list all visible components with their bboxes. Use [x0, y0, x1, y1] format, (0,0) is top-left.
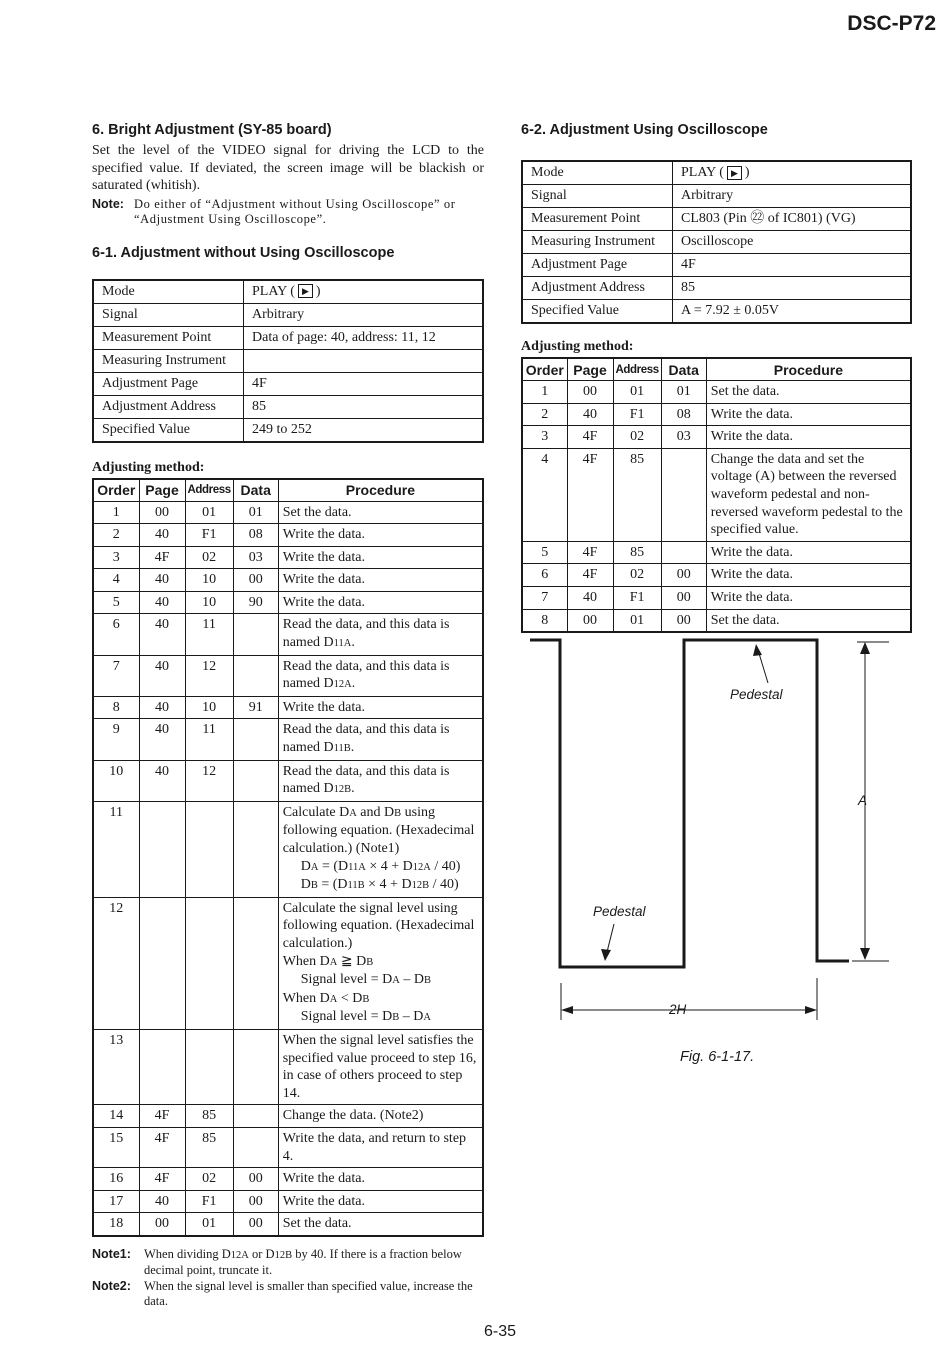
spec-value: Oscilloscope: [673, 231, 912, 254]
procedure-cell: Set the data.: [706, 609, 911, 632]
procedure-6-1-row: [93, 569, 483, 592]
address-cell: F1: [613, 586, 661, 609]
procedure-6-1-row: [93, 524, 483, 547]
spec-6-1-row: [93, 303, 483, 326]
spec-value: PLAY ( ▶ ): [244, 280, 484, 304]
spec-value: PLAY ( ▶ ): [673, 161, 912, 185]
order-cell: 5: [522, 541, 567, 564]
spec-6-2-row: [522, 254, 911, 277]
procedure-6-1-row: [93, 655, 483, 696]
procedure-6-1-row: [93, 719, 483, 760]
spec-value: 85: [673, 277, 912, 300]
procedure-cell: Set the data.: [278, 501, 483, 524]
spec-label: Adjustment Address: [93, 395, 244, 418]
right-column: [521, 122, 912, 633]
address-cell: 10: [185, 696, 233, 719]
order-cell: 7: [93, 655, 139, 696]
procedure-6-2-row: [522, 541, 911, 564]
order-cell: 9: [93, 719, 139, 760]
spec-label: Measuring Instrument: [522, 231, 673, 254]
address-cell: [185, 1029, 233, 1104]
data-cell: [661, 448, 706, 541]
procedure-cell: Write the data.: [278, 569, 483, 592]
data-cell: 91: [233, 696, 278, 719]
spec-label: Signal: [522, 185, 673, 208]
page-cell: 00: [567, 381, 613, 404]
procedure-6-1-row: [93, 897, 483, 1029]
procedure-6-1-row: [93, 546, 483, 569]
waveform-diagram: [527, 628, 897, 1028]
footnote-label: Note2:: [92, 1278, 131, 1293]
page-cell: 4F: [139, 1168, 185, 1191]
a-label: A: [858, 793, 868, 808]
data-cell: 03: [233, 546, 278, 569]
data-cell: 00: [661, 564, 706, 587]
procedure-6-1-row: [93, 1213, 483, 1236]
a-arrow-down: [860, 948, 870, 960]
order-cell: 1: [522, 381, 567, 404]
spec-label: Specified Value: [522, 300, 673, 324]
procedure-cell: Calculate the signal level using following equation. (Hexadecimal calculation.) When DA ≧ DB Signal level = DA – DB When DA < DB Signal level = DB – DA: [278, 897, 483, 1029]
page-cell: 40: [139, 719, 185, 760]
page-cell: 4F: [567, 448, 613, 541]
footnote-label: Note1:: [92, 1246, 131, 1261]
address-cell: 02: [613, 564, 661, 587]
spec-label: Measurement Point: [522, 208, 673, 231]
2h-label: 2H: [669, 1002, 687, 1017]
data-cell: [233, 801, 278, 897]
column-header: Address: [613, 358, 661, 381]
spec-value: 249 to 252: [244, 418, 484, 442]
spec-label: Specified Value: [93, 418, 244, 442]
column-header: Order: [522, 358, 567, 381]
page-cell: 40: [139, 655, 185, 696]
note-label: Note:: [92, 196, 124, 211]
spec-value: A = 7.92 ± 0.05V: [673, 300, 912, 324]
page-cell: [139, 897, 185, 1029]
page-cell: 40: [567, 403, 613, 426]
spec-label: Mode: [522, 161, 673, 185]
spec-value: Arbitrary: [244, 303, 484, 326]
address-cell: 02: [185, 546, 233, 569]
order-cell: 11: [93, 801, 139, 897]
order-cell: 2: [93, 524, 139, 547]
procedure-cell: Read the data, and this data is named D12B.: [278, 760, 483, 801]
order-cell: 7: [522, 586, 567, 609]
address-cell: 11: [185, 614, 233, 655]
order-cell: 3: [522, 426, 567, 449]
address-cell: [185, 897, 233, 1029]
data-cell: 00: [233, 1190, 278, 1213]
data-cell: 00: [233, 1168, 278, 1191]
section-6-note: [92, 197, 484, 227]
address-cell: 12: [185, 760, 233, 801]
data-cell: [233, 719, 278, 760]
order-cell: 14: [93, 1105, 139, 1128]
adjusting-method-label-6-1: Adjusting method:: [92, 459, 205, 475]
procedure-cell: Write the data.: [706, 403, 911, 426]
address-cell: [185, 801, 233, 897]
column-header: Order: [93, 479, 139, 502]
column-header: Page: [567, 358, 613, 381]
adjusting-method-label-6-2: Adjusting method:: [521, 339, 634, 354]
procedure-cell: When the signal level satisfies the specified value proceed to step 16, in case of others proceed to step 14.: [278, 1029, 483, 1104]
procedure-6-1-row: [93, 801, 483, 897]
order-cell: 2: [522, 403, 567, 426]
address-cell: 02: [185, 1168, 233, 1191]
procedure-cell: Calculate DA and DB using following equation. (Hexadecimal calculation.) (Note1) DA = (D11A × 4 + D12A / 40) DB = (D11B × 4 + D12B / 40): [278, 801, 483, 897]
data-cell: 08: [661, 403, 706, 426]
spec-value: 4F: [673, 254, 912, 277]
spec-label: Adjustment Page: [522, 254, 673, 277]
procedure-6-1-row: [93, 1105, 483, 1128]
procedure-cell: Read the data, and this data is named D11A.: [278, 614, 483, 655]
page-cell: 40: [139, 696, 185, 719]
procedure-6-1-row: [93, 591, 483, 614]
order-cell: 5: [93, 591, 139, 614]
procedure-6-1-row: [93, 1190, 483, 1213]
page-cell: [139, 1029, 185, 1104]
waveform-figure: [527, 628, 897, 1033]
page-cell: 40: [139, 1190, 185, 1213]
spec-value: Data of page: 40, address: 11, 12: [244, 326, 484, 349]
procedure-cell: Write the data.: [278, 696, 483, 719]
spec-6-1-row: [93, 372, 483, 395]
order-cell: 6: [93, 614, 139, 655]
procedure-cell: Write the data.: [278, 1168, 483, 1191]
spec-6-2-row: [522, 185, 911, 208]
page-cell: 40: [139, 569, 185, 592]
data-cell: 01: [661, 381, 706, 404]
procedure-cell: Write the data.: [706, 564, 911, 587]
procedure-6-2-row: [522, 381, 911, 404]
page-cell: 00: [139, 1213, 185, 1236]
procedure-cell: Write the data.: [706, 541, 911, 564]
spec-label: Measurement Point: [93, 326, 244, 349]
pedestal-bottom-arrow: [601, 949, 611, 961]
spec-6-1-row: [93, 349, 483, 372]
order-cell: 13: [93, 1029, 139, 1104]
spec-table-6-2: [521, 160, 912, 324]
procedure-cell: Write the data, and return to step 4.: [278, 1127, 483, 1167]
order-cell: 18: [93, 1213, 139, 1236]
procedure-cell: Write the data.: [278, 546, 483, 569]
data-cell: 08: [233, 524, 278, 547]
procedure-cell: Read the data, and this data is named D12A.: [278, 655, 483, 696]
order-cell: 15: [93, 1127, 139, 1167]
order-cell: 8: [522, 609, 567, 632]
address-cell: 85: [613, 541, 661, 564]
order-cell: 17: [93, 1190, 139, 1213]
order-cell: 16: [93, 1168, 139, 1191]
address-cell: F1: [613, 403, 661, 426]
column-header: Procedure: [278, 479, 483, 502]
waveform-line: [530, 640, 849, 967]
page-cell: 4F: [139, 546, 185, 569]
page-cell: 40: [567, 586, 613, 609]
procedure-cell: Write the data.: [706, 426, 911, 449]
data-cell: [233, 897, 278, 1029]
procedure-cell: Change the data. (Note2): [278, 1105, 483, 1128]
procedure-table-6-1: [92, 478, 484, 1237]
page-number: 6-35: [483, 1323, 517, 1340]
2h-arrow-right: [805, 1006, 817, 1014]
address-cell: 85: [613, 448, 661, 541]
column-header: Procedure: [706, 358, 911, 381]
procedure-cell: Set the data.: [706, 381, 911, 404]
data-cell: [233, 1029, 278, 1104]
spec-6-2-row: [522, 300, 911, 324]
address-cell: 02: [613, 426, 661, 449]
procedure-6-2-row: [522, 564, 911, 587]
section-6-1-title: 6-1. Adjustment without Using Oscilloscope: [92, 244, 395, 261]
address-cell: 01: [185, 501, 233, 524]
procedure-6-1-header-row: [93, 479, 483, 502]
procedure-6-1-row: [93, 1127, 483, 1167]
spec-value: Arbitrary: [673, 185, 912, 208]
data-cell: 03: [661, 426, 706, 449]
data-cell: [233, 614, 278, 655]
procedure-6-2-row: [522, 586, 911, 609]
data-cell: 00: [233, 1213, 278, 1236]
play-icon: ▶: [727, 166, 742, 180]
page-cell: 4F: [567, 564, 613, 587]
procedure-6-1-row: [93, 614, 483, 655]
data-cell: [233, 1127, 278, 1167]
spec-6-2-row: [522, 277, 911, 300]
page-cell: 4F: [139, 1127, 185, 1167]
spec-label: Adjustment Address: [522, 277, 673, 300]
spec-table-6-1: [92, 279, 484, 443]
procedure-cell: Write the data.: [278, 524, 483, 547]
data-cell: 00: [233, 569, 278, 592]
left-column: [92, 122, 484, 1310]
spec-label: Signal: [93, 303, 244, 326]
footnote: [92, 1279, 484, 1309]
page-cell: 40: [139, 524, 185, 547]
pedestal-top-label: Pedestal: [730, 687, 783, 702]
spec-label: Measuring Instrument: [93, 349, 244, 372]
data-cell: [233, 655, 278, 696]
procedure-table-6-2: [521, 357, 912, 633]
spec-6-2-row: [522, 231, 911, 254]
order-cell: 10: [93, 760, 139, 801]
footnote-text: When dividing D12A or D12B by 40. If there is a fraction below decimal point, truncate it.: [144, 1246, 462, 1277]
spec-6-2-row: [522, 208, 911, 231]
address-cell: 12: [185, 655, 233, 696]
data-cell: 00: [661, 609, 706, 632]
spec-value: 4F: [244, 372, 484, 395]
column-header: Data: [661, 358, 706, 381]
procedure-6-1-row: [93, 501, 483, 524]
address-cell: 11: [185, 719, 233, 760]
address-cell: 85: [185, 1127, 233, 1167]
order-cell: 4: [93, 569, 139, 592]
procedure-6-2-row: [522, 403, 911, 426]
spec-6-1-row: [93, 418, 483, 442]
data-cell: 01: [233, 501, 278, 524]
address-cell: 10: [185, 591, 233, 614]
data-cell: [661, 541, 706, 564]
pedestal-top-arrow: [753, 644, 762, 656]
spec-value: [244, 349, 484, 372]
pedestal-bottom-label: Pedestal: [593, 904, 646, 919]
order-cell: 6: [522, 564, 567, 587]
procedure-cell: Write the data.: [278, 1190, 483, 1213]
procedure-6-1-row: [93, 696, 483, 719]
data-cell: 90: [233, 591, 278, 614]
address-cell: 10: [185, 569, 233, 592]
page-cell: 00: [567, 609, 613, 632]
page-cell: 40: [139, 760, 185, 801]
column-header: Data: [233, 479, 278, 502]
spec-label: Adjustment Page: [93, 372, 244, 395]
spec-value: 85: [244, 395, 484, 418]
procedure-cell: Write the data.: [278, 591, 483, 614]
order-cell: 8: [93, 696, 139, 719]
address-cell: F1: [185, 524, 233, 547]
page-cell: 4F: [567, 541, 613, 564]
data-cell: [233, 1105, 278, 1128]
note-text: Do either of “Adjustment without Using Oscilloscope” or “Adjustment Using Oscilloscope”.: [134, 196, 456, 226]
address-cell: 01: [613, 381, 661, 404]
spec-6-1-row: [93, 326, 483, 349]
section-6-body: Set the level of the VIDEO signal for driving the LCD to the specified value. If deviated, the screen image will be blackish or saturated (whitish).: [92, 143, 484, 193]
footnote-text: When the signal level is smaller than specified value, increase the data.: [144, 1278, 473, 1308]
spec-6-1-row: [93, 395, 483, 418]
page-cell: 4F: [139, 1105, 185, 1128]
order-cell: 4: [522, 448, 567, 541]
address-cell: F1: [185, 1190, 233, 1213]
play-icon: ▶: [298, 284, 313, 298]
address-cell: 85: [185, 1105, 233, 1128]
procedure-6-2-header-row: [522, 358, 911, 381]
page-cell: 00: [139, 501, 185, 524]
address-cell: 01: [185, 1213, 233, 1236]
spec-6-2-row: [522, 161, 911, 185]
data-cell: 00: [661, 586, 706, 609]
page-cell: 40: [139, 614, 185, 655]
order-cell: 3: [93, 546, 139, 569]
address-cell: 01: [613, 609, 661, 632]
data-cell: [233, 760, 278, 801]
section-6-2-title: 6-2. Adjustment Using Oscilloscope: [521, 122, 768, 138]
spec-label: Mode: [93, 280, 244, 304]
procedure-6-1-row: [93, 760, 483, 801]
procedure-6-2-row: [522, 426, 911, 449]
procedure-6-1-row: [93, 1168, 483, 1191]
section-6-title: 6. Bright Adjustment (SY-85 board): [92, 122, 332, 138]
2h-arrow-left: [561, 1006, 573, 1014]
spec-value: CL803 (Pin ㉒ of IC801) (VG): [673, 208, 912, 231]
procedure-6-2-row: [522, 448, 911, 541]
order-cell: 12: [93, 897, 139, 1029]
figure-caption: Fig. 6-1-17.: [680, 1049, 755, 1065]
procedure-cell: Read the data, and this data is named D11B.: [278, 719, 483, 760]
procedure-cell: Write the data.: [706, 586, 911, 609]
spec-6-1-row: [93, 280, 483, 304]
procedure-cell: Change the data and set the voltage (A) between the reversed waveform pedestal and non-reversed waveform pedestal to the specified value.: [706, 448, 911, 541]
page-cell: [139, 801, 185, 897]
procedure-cell: Set the data.: [278, 1213, 483, 1236]
model-header: DSC-P72: [847, 12, 936, 35]
column-header: Page: [139, 479, 185, 502]
procedure-6-1-row: [93, 1029, 483, 1104]
order-cell: 1: [93, 501, 139, 524]
page-cell: 4F: [567, 426, 613, 449]
page-cell: 40: [139, 591, 185, 614]
a-arrow-up: [860, 642, 870, 654]
footnote: [92, 1247, 484, 1278]
column-header: Address: [185, 479, 233, 502]
bottom-notes: [92, 1247, 484, 1309]
